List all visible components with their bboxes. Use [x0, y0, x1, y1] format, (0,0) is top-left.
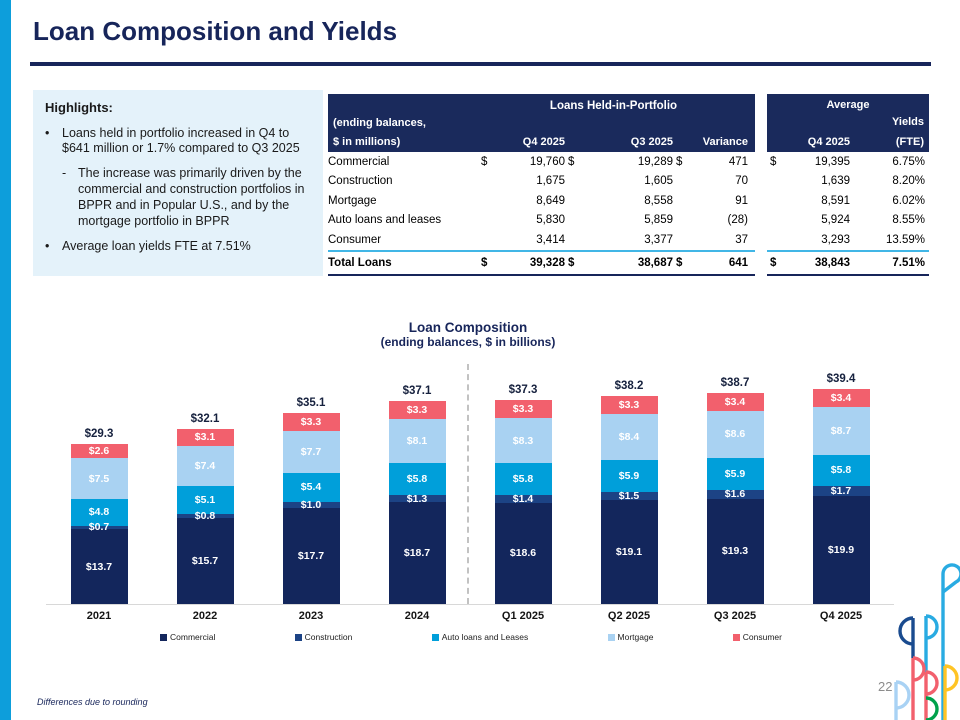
- yields-label: Yields: [892, 116, 924, 128]
- avg-balance-value: 8,591: [821, 194, 850, 207]
- avg-row: [767, 152, 929, 172]
- highlight-sub-text: The increase was primarily driven by the commercial and construction portfolios in BPPR and in Popular U.S., and by the mortgage portfolio in BPPR: [78, 166, 305, 228]
- avg-balance-value: 5,924: [821, 214, 850, 227]
- yield-value: 7.51%: [892, 256, 925, 269]
- bar-slot: [788, 368, 894, 604]
- bar-total-label: $37.3: [508, 384, 538, 397]
- table-row: [328, 191, 755, 211]
- segment-value-label: $19.1: [615, 545, 643, 558]
- q3-value: 3,377: [644, 233, 673, 246]
- segment-value-label: $1.5: [618, 489, 640, 502]
- legend-label: Consumer: [742, 632, 782, 642]
- segment-value-label: $1.7: [830, 484, 852, 497]
- page-title: Loan Composition and Yields: [33, 16, 398, 46]
- segment-value-label: $7.7: [300, 445, 322, 458]
- dollar-sign: $: [770, 256, 777, 269]
- legend-swatch: [432, 634, 439, 641]
- segment-value-label: $3.4: [724, 395, 746, 408]
- segment-value-label: $15.7: [191, 555, 219, 568]
- bar-segment-commercial: [601, 500, 658, 604]
- loans-held-header: [328, 94, 755, 152]
- segment-value-label: $8.6: [724, 428, 746, 441]
- avg-header: Average: [826, 99, 870, 111]
- average-yields-table: [767, 94, 929, 276]
- x-axis-label: Q2 2025: [607, 610, 651, 622]
- bar-segment-commercial: [389, 502, 446, 604]
- q4-value: 8,649: [536, 194, 565, 207]
- bar-segment-consumer: [495, 400, 552, 418]
- segment-value-label: $7.4: [194, 460, 216, 473]
- x-axis-label: 2023: [298, 610, 324, 622]
- stacked-bar: [283, 413, 340, 604]
- segment-value-label: $0.7: [88, 521, 110, 534]
- bar-slot: [470, 368, 576, 604]
- segment-value-label: $1.0: [300, 498, 322, 511]
- yield-value: 8.55%: [892, 214, 925, 227]
- bar-segment-auto-loans-and-leases: [389, 463, 446, 495]
- bar-segment-auto-loans-and-leases: [813, 455, 870, 487]
- bar-segment-consumer: [177, 429, 234, 446]
- popular-logo-icon: [882, 554, 960, 720]
- stacked-bar: [601, 396, 658, 604]
- average-yields-header: [767, 94, 929, 152]
- yield-value: 13.59%: [885, 233, 925, 246]
- avg-balance-value: 3,293: [821, 233, 850, 246]
- col-header-avg-q4: Q4 2025: [807, 136, 850, 148]
- variance-value: 70: [735, 175, 748, 188]
- legend-swatch: [160, 634, 167, 641]
- segment-value-label: $8.1: [406, 435, 428, 448]
- dollar-sign: $: [676, 256, 683, 269]
- bar-slot: [46, 368, 152, 604]
- dollar-sign: $: [481, 155, 488, 168]
- row-label: Total Loans: [328, 256, 392, 269]
- segment-value-label: $5.8: [512, 473, 534, 486]
- dash-marker: -: [62, 166, 67, 181]
- bar-segment-mortgage: [813, 407, 870, 454]
- q4-value: 39,328: [529, 256, 565, 269]
- bar-segment-consumer: [813, 389, 870, 408]
- col-header-q3: Q3 2025: [630, 136, 673, 148]
- q3-value: 8,558: [644, 194, 673, 207]
- legend-item: [733, 632, 782, 642]
- highlight-bullet: [45, 239, 309, 255]
- segment-value-label: $8.7: [830, 424, 852, 437]
- highlight-bullet: [45, 126, 309, 158]
- bar-segment-commercial: [177, 518, 234, 604]
- legend-label: Mortgage: [617, 632, 654, 642]
- segment-value-label: $8.3: [512, 434, 534, 447]
- legend-swatch: [295, 634, 302, 641]
- x-axis-labels: [46, 610, 894, 622]
- segment-value-label: $5.8: [830, 464, 852, 477]
- avg-total-row: [767, 250, 929, 276]
- bar-segment-mortgage: [707, 411, 764, 458]
- bar-segment-construction: [389, 492, 446, 505]
- q4-value: 3,414: [536, 233, 565, 246]
- bar-segment-mortgage: [177, 446, 234, 486]
- stacked-bar: [389, 401, 446, 604]
- bar-segment-consumer: [601, 396, 658, 414]
- variance-value: 91: [735, 194, 748, 207]
- x-axis-label: Q3 2025: [713, 610, 757, 622]
- highlight-text: Average loan yields FTE at 7.51%: [62, 238, 251, 253]
- variance-value: 641: [728, 256, 748, 269]
- dollar-sign: $: [568, 155, 575, 168]
- segment-value-label: $5.9: [724, 468, 746, 481]
- bar-segment-auto-loans-and-leases: [283, 473, 340, 502]
- bar-slot: [364, 368, 470, 604]
- stacked-bar-chart: [46, 368, 894, 605]
- stacked-bar: [707, 393, 764, 604]
- chart-legend: [160, 632, 782, 642]
- segment-value-label: $18.7: [403, 547, 431, 560]
- table-total-row: [328, 250, 755, 276]
- chart-title-block: [338, 320, 598, 349]
- segment-value-label: $2.6: [88, 445, 110, 458]
- stacked-bar: [177, 429, 234, 604]
- dollar-sign: $: [676, 155, 683, 168]
- bar-segment-commercial: [813, 496, 870, 605]
- bar-slot: [152, 368, 258, 604]
- variance-value: (28): [727, 214, 748, 227]
- average-yields-body: [767, 152, 929, 276]
- legend-label: Construction: [304, 632, 353, 642]
- x-axis-label: 2024: [404, 610, 430, 622]
- stacked-bar: [71, 444, 128, 604]
- segment-value-label: $3.1: [194, 431, 216, 444]
- bar-segment-construction: [601, 489, 658, 502]
- avg-row: [767, 191, 929, 211]
- bar-segment-consumer: [389, 401, 446, 419]
- bar-segment-commercial: [495, 503, 552, 604]
- legend-item: [160, 632, 215, 642]
- chart-subtitle: (ending balances, $ in billions): [380, 335, 556, 349]
- segment-value-label: $8.4: [618, 430, 640, 443]
- segment-value-label: $0.8: [194, 510, 216, 523]
- legend-label: Commercial: [170, 632, 216, 642]
- row-label: Construction: [328, 175, 393, 188]
- legend-swatch: [608, 634, 615, 641]
- bar-segment-mortgage: [283, 431, 340, 473]
- bar-segment-auto-loans-and-leases: [601, 460, 658, 492]
- bar-segment-consumer: [707, 393, 764, 412]
- q3-value: 5,859: [644, 214, 673, 227]
- avg-balance-value: 1,639: [821, 175, 850, 188]
- bar-segment-mortgage: [495, 418, 552, 463]
- highlight-text: Loans held in portfolio increased in Q4 to $641 million or 1.7% compared to Q3 2025: [62, 125, 300, 156]
- bullet-marker: •: [45, 238, 50, 253]
- left-edge-stripe: [0, 0, 11, 720]
- table-row: [328, 152, 755, 172]
- bar-segment-commercial: [707, 499, 764, 604]
- avg-balance-value: 19,395: [814, 155, 850, 168]
- q3-value: 19,289: [637, 155, 673, 168]
- avg-row: [767, 172, 929, 192]
- row-header-line2: $ in millions): [333, 136, 401, 148]
- highlights-box: [33, 90, 323, 276]
- chart-title: Loan Composition: [408, 320, 528, 335]
- table-row: [328, 230, 755, 250]
- avg-row: [767, 211, 929, 231]
- segment-value-label: $5.9: [618, 469, 640, 482]
- bar-segment-auto-loans-and-leases: [707, 458, 764, 490]
- segment-value-label: $3.3: [406, 404, 428, 417]
- bar-total-label: $37.1: [402, 385, 432, 398]
- x-axis-label: 2021: [86, 610, 112, 622]
- stacked-bar: [495, 400, 552, 604]
- row-label: Commercial: [328, 155, 390, 168]
- bar-segment-commercial: [71, 529, 128, 604]
- bar-segment-mortgage: [601, 414, 658, 460]
- fte-label: (FTE): [895, 136, 924, 148]
- q4-value: 19,760: [529, 155, 565, 168]
- col-header-variance: Variance: [702, 136, 748, 148]
- title-rule: [30, 62, 931, 66]
- legend-item: [295, 632, 353, 642]
- variance-value: 37: [735, 233, 748, 246]
- segment-value-label: $18.6: [509, 547, 537, 560]
- legend-item: [608, 632, 654, 642]
- bar-segment-construction: [707, 490, 764, 499]
- bar-segment-consumer: [71, 444, 128, 458]
- bar-segment-construction: [495, 492, 552, 505]
- segment-value-label: $1.6: [724, 488, 746, 501]
- dollar-sign: $: [481, 256, 488, 269]
- q4-value: 5,830: [536, 214, 565, 227]
- avg-balance-value: 38,843: [814, 256, 850, 269]
- x-axis-label: Q1 2025: [501, 610, 545, 622]
- segment-value-label: $5.4: [300, 481, 322, 494]
- bar-segment-mortgage: [71, 458, 128, 499]
- bar-total-label: $38.7: [720, 376, 750, 389]
- legend-label: Auto loans and Leases: [441, 632, 529, 642]
- variance-value: 471: [728, 155, 748, 168]
- bar-segment-auto-loans-and-leases: [495, 463, 552, 495]
- segment-value-label: $5.1: [194, 494, 216, 507]
- yield-value: 6.02%: [892, 194, 925, 207]
- segment-value-label: $13.7: [85, 560, 113, 573]
- bar-total-label: $35.1: [296, 396, 326, 409]
- segment-value-label: $3.3: [300, 415, 322, 428]
- group-header: Loans Held-in-Portfolio: [549, 100, 678, 112]
- table-row: [328, 211, 755, 231]
- legend-swatch: [733, 634, 740, 641]
- bullet-marker: •: [45, 125, 50, 140]
- segment-value-label: $1.3: [406, 492, 428, 505]
- bar-slot: [576, 368, 682, 604]
- bar-total-label: $38.2: [614, 379, 644, 392]
- bar-total-label: $39.4: [826, 372, 856, 385]
- page-number: 22: [878, 679, 893, 694]
- segment-value-label: $19.9: [827, 543, 855, 556]
- segment-value-label: $3.3: [618, 398, 640, 411]
- avg-row: [767, 230, 929, 250]
- q3-value: 38,687: [637, 256, 673, 269]
- segment-value-label: $4.8: [88, 506, 110, 519]
- dollar-sign: $: [770, 155, 777, 168]
- bar-segment-mortgage: [389, 419, 446, 463]
- bar-slot: [258, 368, 364, 604]
- row-header-line1: (ending balances,: [333, 117, 426, 129]
- stacked-bar: [813, 389, 870, 604]
- x-axis-label: Q4 2025: [819, 610, 863, 622]
- row-label: Auto loans and leases: [328, 214, 442, 227]
- period-divider-line: [467, 364, 469, 604]
- bar-segment-consumer: [283, 413, 340, 431]
- segment-value-label: $17.7: [297, 549, 325, 562]
- bar-total-label: $32.1: [190, 413, 220, 426]
- q3-value: 1,605: [644, 175, 673, 188]
- segment-value-label: $1.4: [512, 492, 534, 505]
- dollar-sign: $: [568, 256, 575, 269]
- row-label: Mortgage: [328, 194, 377, 207]
- bar-segment-construction: [813, 486, 870, 495]
- table-row: [328, 172, 755, 192]
- col-header-q4: Q4 2025: [522, 136, 565, 148]
- segment-value-label: $3.3: [512, 403, 534, 416]
- row-label: Consumer: [328, 233, 382, 246]
- segment-value-label: $19.3: [721, 545, 749, 558]
- q4-value: 1,675: [536, 175, 565, 188]
- loans-held-table: [328, 94, 755, 276]
- bar-slot: [682, 368, 788, 604]
- segment-value-label: $3.4: [830, 391, 852, 404]
- loans-held-body: [328, 152, 755, 276]
- highlights-heading: Highlights:: [45, 100, 113, 115]
- footnote: Differences due to rounding: [37, 697, 148, 707]
- legend-item: [432, 632, 528, 642]
- x-axis-label: 2022: [192, 610, 218, 622]
- yield-value: 8.20%: [892, 175, 925, 188]
- segment-value-label: $7.5: [88, 472, 110, 485]
- segment-value-label: $5.8: [406, 473, 428, 486]
- bar-segment-commercial: [283, 508, 340, 605]
- yield-value: 6.75%: [892, 155, 925, 168]
- bar-total-label: $29.3: [84, 428, 114, 441]
- highlight-sub-bullet: [62, 166, 309, 230]
